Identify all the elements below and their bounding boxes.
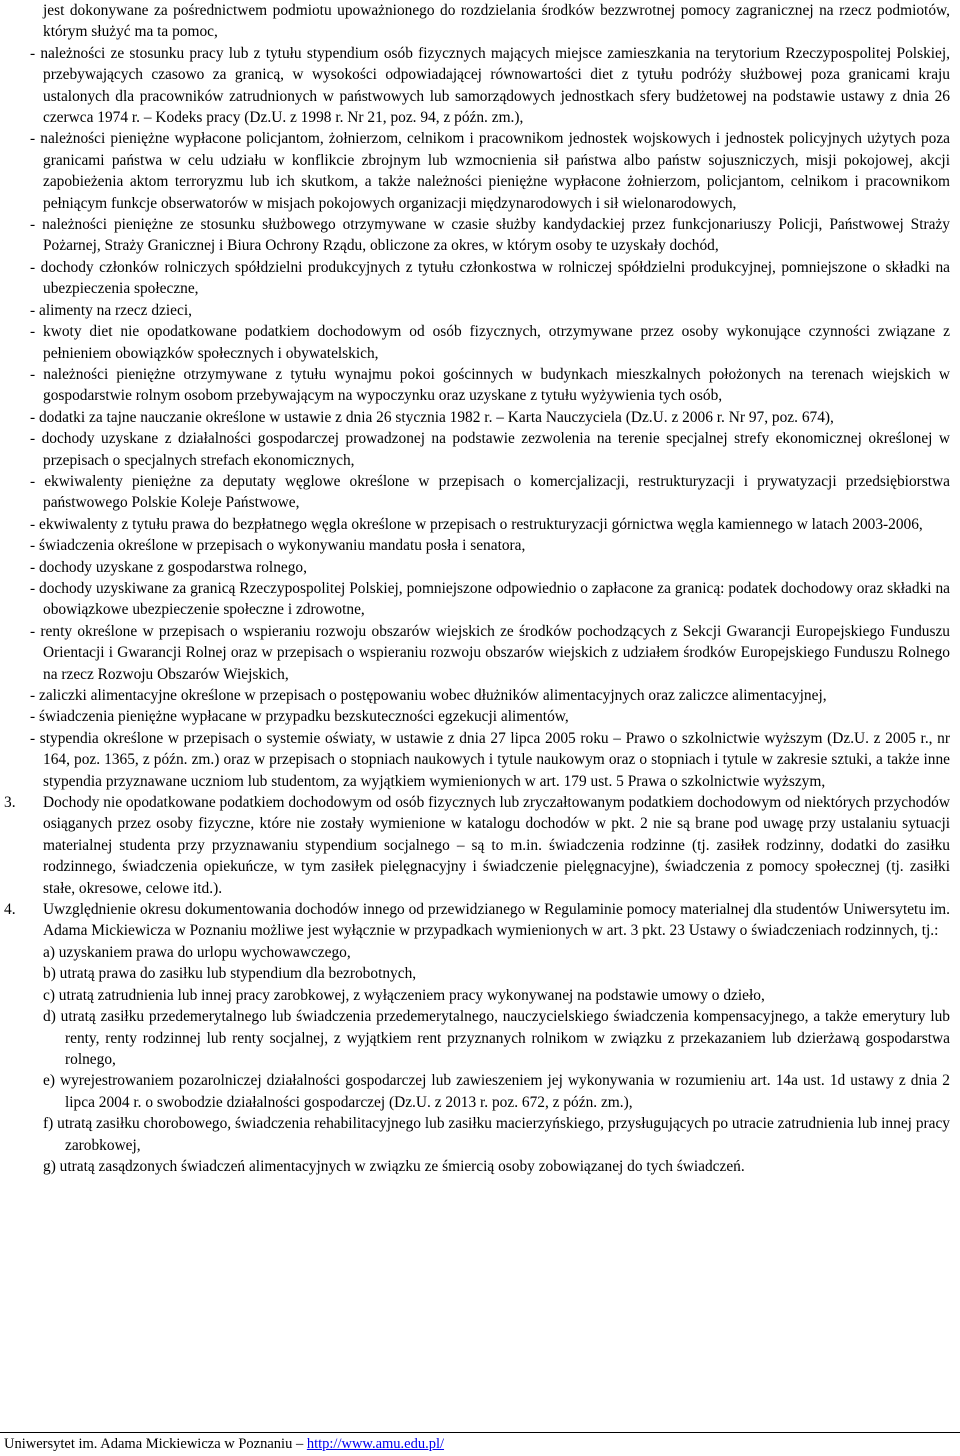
section-number: 3. [4, 794, 16, 812]
sub-item: c) utratą zatrudnienia lub innej pracy zarobkowej, z wyłączeniem pracy wykonywanej na podstawie umowy o dzieło, [43, 986, 765, 1004]
list-item: - należności ze stosunku pracy lub z tytułu stypendium osób fizycznych mających miejsce zamieszkania na terytorium Rzeczypospolitej Polskiej, przebywających czasowo za granicą, w wysokości odpowiadającej równowartości diet z tytułu podróży służbowej poza granicami kraju ustalonych dla pracowników zatrudnionych w państwowych lub samorządowych jednostkach sfery budżetowej na podstawie ustawy z dnia 26 czerwca 1974 r. – Kodeks pracy (Dz.U. z 1998 r. Nr 21, poz. 94, z późn. zm.), [30, 43, 950, 129]
section-text: Uwzględnienie okresu dokumentowania dochodów innego od przewidzianego w Regulaminie pomocy materialnej dla studentów Uniwersytetu im. Adama Mickiewicza w Poznaniu możliwe jest wyłącznie w przypadkach wymienionych w art. 3 pkt. 23 Ustawy o świadczeniach rodzinnych, tj.: [43, 901, 950, 940]
list-item: - stypendia określone w przepisach o systemie oświaty, w ustawie z dnia 27 lipca 2005 roku – Prawo o szkolnictwie wyższym (Dz.U. z 2005 r., nr 164, poz. 1365, z późn. zm.) oraz w przepisach o stopniach naukowych i tytule naukowym oraz o stopniach i tytule w zakresie sztuki, a także inne stypendia przyznawane uczniom lub studentom, za wyjątkiem wymienionych w art. 179 ust. 5 Prawa o szkolnictwie wyższym, [30, 728, 950, 792]
list-item: - ekwiwalenty z tytułu prawa do bezpłatnego węgla określone w przepisach o restrukturyzacji górnictwa węgla kamiennego w latach 2003-2006, [30, 514, 950, 535]
list-item: - dochody uzyskane z działalności gospodarczej prowadzonej na podstawie zezwolenia na terenie specjalnej strefy ekonomicznej określonej w przepisach o specjalnych strefach ekonomicznych, [30, 428, 950, 471]
list-item: - ekwiwalenty pieniężne za deputaty węglowe określone w przepisach o komercjalizacji, restrukturyzacji i prywatyzacji przedsiębiorstwa państwowego Polskie Koleje Państwowe, [30, 471, 950, 514]
sub-item: g) utratą zasądzonych świadczeń alimentacyjnych w związku ze śmiercią osoby zobowiązanej do tych świadczeń. [43, 1157, 745, 1175]
sub-list [43, 942, 950, 1177]
list-item: - należności pieniężne ze stosunku służbowego otrzymywane w czasie służby kandydackiej przez funkcjonariuszy Policji, Państwowej Straży Pożarnej, Straży Granicznej i Biura Ochrony Rządu, obliczone za okres, w którym osoby te uzyskały dochód, [30, 214, 950, 257]
list-item: - kwoty diet nie opodatkowane podatkiem dochodowym od osób fizycznych, otrzymywane przez osoby wykonujące czynności związane z pełnieniem obowiązków społecznych i obywatelskich, [30, 321, 950, 364]
intro-continuation: jest dokonywane za pośrednictwem podmiotu upoważnionego do rozdzielania środków bezzwrotnej pomocy zagranicznej na rzecz podmiotów, którym służyć ma ta pomoc, [43, 2, 950, 41]
list-item: - należności pieniężne otrzymywane z tytułu wynajmu pokoi gościnnych w budynkach mieszkalnych położonych na terenach wiejskich w gospodarstwie rolnym osobom przebywającym na wypoczynku oraz uzyskane z tytułu wyżywienia tych osób, [30, 364, 950, 407]
list-item: - świadczenia pieniężne wypłacane w przypadku bezskuteczności egzekucji alimentów, [30, 706, 950, 727]
list-item: - świadczenia określone w przepisach o wykonywaniu mandatu posła i senatora, [30, 535, 950, 556]
income-list [30, 0, 950, 792]
document-content [4, 0, 950, 1177]
list-item: - renty określone w przepisach o wspieraniu rozwoju obszarów wiejskich ze środków pochodzących z Sekcji Gwarancji Europejskiego Funduszu Orientacji i Gwarancji Rolnej oraz w przepisach o wspieraniu rozwoju obszarów wiejskich z udziałem środków Europejskiego Funduszu Rolnego na rzecz Rozwoju Obszarów Wiejskich, [30, 621, 950, 685]
sub-item: f) utratą zasiłku chorobowego, świadczenia rehabilitacyjnego lub zasiłku macierzyńskiego, przysługujących po utracie zatrudnienia lub innej pracy zarobkowej, [43, 1115, 950, 1154]
list-item: - należności pieniężne wypłacone policjantom, żołnierzom, celnikom i pracownikom jednostek wojskowych i jednostek policyjnych użytych poza granicami państwa w celu udziału w konflikcie zbrojnym lub wzmocnienia sił państwa albo państw sojuszniczych, misji pokojowej, akcji zapobieżenia aktom terroryzmu lub ich skutkom, a także należności pieniężne wypłacone żołnierzom, policjantom, celnikom i pracownikom pełniącym funkcje obserwatorów w misjach pokojowych organizacji międzynarodowych i sił wielonarodowych, [30, 128, 950, 214]
list-item: - dochody członków rolniczych spółdzielni produkcyjnych z tytułu członkostwa w rolniczej spółdzielni produkcyjnej, pomniejszone o składki na ubezpieczenia społeczne, [30, 257, 950, 300]
page-footer [0, 1432, 960, 1456]
section-4 [4, 899, 950, 1177]
section-number: 4. [4, 901, 16, 919]
sub-item: e) wyrejestrowaniem pozarolniczej działalności gospodarczej lub zawieszeniem jej wykonywania w rozumieniu art. 14a ust. 1d ustawy z dnia 2 lipca 2004 r. o swobodzie działalności gospodarczej (Dz.U. z 2013 r. poz. 672, z późn. zm.), [43, 1072, 950, 1111]
list-item: - zaliczki alimentacyjne określone w przepisach o postępowaniu wobec dłużników alimentacyjnych oraz zaliczce alimentacyjnej, [30, 685, 950, 706]
section-3 [4, 792, 950, 899]
footer-text: Uniwersytet im. Adama Mickiewicza w Poznaniu – [4, 1436, 307, 1452]
university-link[interactable]: http://www.amu.edu.pl/ [306, 1436, 445, 1452]
list-item: - dodatki za tajne nauczanie określone w ustawie z dnia 26 stycznia 1982 r. – Karta Nauczyciela (Dz.U. z 2006 r. Nr 97, poz. 674), [30, 407, 950, 428]
list-item: - dochody uzyskane z gospodarstwa rolnego, [30, 557, 950, 578]
section-text: Dochody nie opodatkowane podatkiem dochodowym od osób fizycznych lub zryczałtowanym podatkiem dochodowym od niektórych przychodów osiąganych przez osoby fizyczne, które nie zostały wymienione w katalogu dochodów w pkt. 2 nie są brane pod uwagę przy ustalaniu sytuacji materialnej studenta przy przyznawaniu stypendium socjalnego – są to m.in. świadczenia rodzinne (tj. zasiłek rodzinny, dodatki do zasiłku rodzinnego, świadczenia opiekuńcze, w tym zasiłek pielęgnacyjny i świadczenie pielęgnacyjne), świadczenia z pomocy społecznej (tj. zasiłki stałe, okresowe, celowe itd.). [43, 794, 950, 897]
list-item: - dochody uzyskiwane za granicą Rzeczypospolitej Polskiej, pomniejszone odpowiednio o zapłacone za granicą: podatek dochodowy oraz składki na obowiązkowe ubezpieczenie społeczne i zdrowotne, [30, 578, 950, 621]
sub-item: d) utratą zasiłku przedemerytalnego lub świadczenia przedemerytalnego, nauczycielskiego świadczenia kompensacyjnego, a także emerytury lub renty, renty rodzinnej lub renty socjalnej, z wyjątkiem rent przyznanych rolnikom w związku z przekazaniem lub dzierżawą gospodarstwa rolnego, [43, 1008, 950, 1068]
sub-item: a) uzyskaniem prawa do urlopu wychowawczego, [43, 943, 351, 961]
list-item: - alimenty na rzecz dzieci, [30, 300, 950, 321]
sub-item: b) utratą prawa do zasiłku lub stypendium dla bezrobotnych, [43, 965, 417, 983]
